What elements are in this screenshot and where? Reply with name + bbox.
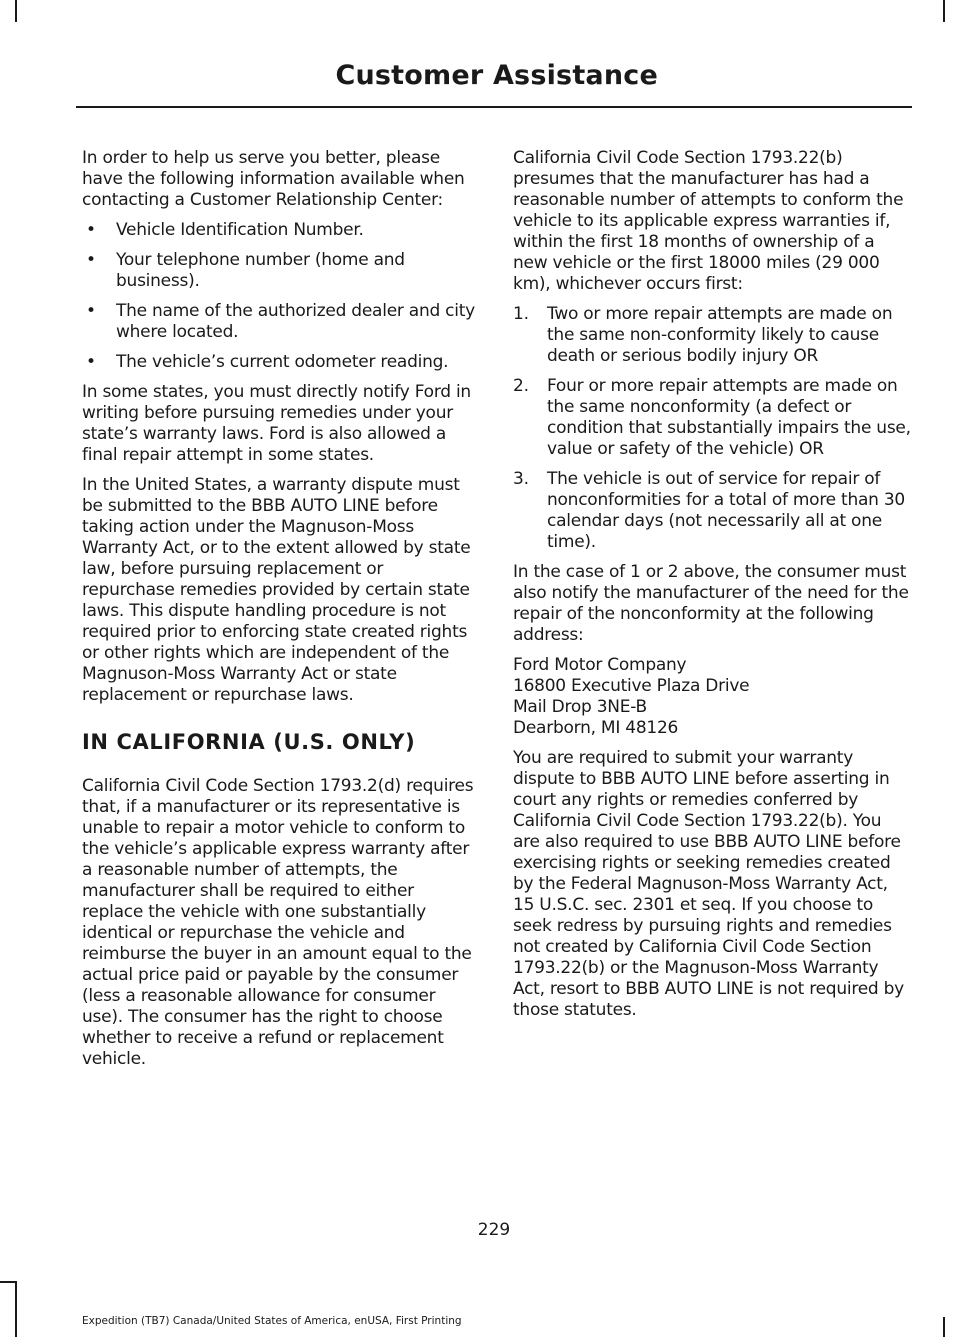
list-item xyxy=(513,469,911,553)
page-number: 229 xyxy=(477,1220,511,1240)
page-title: Customer Assistance xyxy=(335,60,658,91)
list-item-text: Your telephone number (home and business). xyxy=(116,250,405,291)
california-paragraph: California Civil Code Section 1793.2(d) requires that, if a manufacturer or its representative is unable to repair a motor vehicle to conform to the vehicle’s applicable express warranty after a reasonable number of attempts, the manufacturer shall be required to either replace the vehicle with one substantially identical or repurchase the vehicle and reimburse the buyer in an amount equal to the actual price paid or payable by the consumer (less a reasonable allowance for consumer use). The consumer has the right to choose whether to receive a refund or replacement vehicle. xyxy=(82,776,474,1069)
bullet-marker: • xyxy=(86,220,96,240)
list-item-text: Two or more repair attempts are made on the same non-conformity likely to cause death or serious bodily injury OR xyxy=(547,304,893,366)
address-line: Mail Drop 3NE-B xyxy=(513,697,647,717)
bullet-marker: • xyxy=(86,250,96,270)
crop-mark-bottom-left xyxy=(15,1281,17,1337)
list-item-text: The vehicle is out of service for repair of nonconformities for a total of more than 30 calendar days (not necessarily all at one time). xyxy=(547,469,905,552)
list-item xyxy=(82,352,480,373)
list-item-text: Four or more repair attempts are made on the same nonconformity (a defect or condition that substantially impairs the use, value or safety of the vehicle) OR xyxy=(547,376,911,459)
list-number: 1. xyxy=(513,304,529,324)
crop-mark-top-right xyxy=(943,0,945,22)
section-heading: IN CALIFORNIA (U.S. ONLY) xyxy=(82,730,416,754)
conditions-list xyxy=(513,304,911,553)
list-item xyxy=(82,250,480,292)
address-line: 16800 Executive Plaza Drive xyxy=(513,676,750,696)
crop-mark-top-left xyxy=(15,0,17,22)
mailing-address xyxy=(513,655,911,739)
crop-mark-bottom-left-h xyxy=(0,1281,17,1283)
bullet-marker: • xyxy=(86,352,96,372)
list-item xyxy=(513,304,911,367)
crop-mark-bottom-right xyxy=(943,1317,945,1337)
list-item xyxy=(82,301,480,343)
list-number: 3. xyxy=(513,469,529,489)
presumption-paragraph: California Civil Code Section 1793.22(b) presumes that the manufacturer has had a reasonable number of attempts to conform the vehicle to its applicable express warranties if, within the first 18 months of ownership of a new vehicle or the first 18000 miles (29 000 km), whichever occurs first: xyxy=(513,148,904,294)
list-item-text: The name of the authorized dealer and city where located. xyxy=(116,301,475,342)
list-number: 2. xyxy=(513,376,529,396)
header-divider xyxy=(76,106,912,108)
list-item-text: Vehicle Identification Number. xyxy=(116,220,364,240)
address-line: Ford Motor Company xyxy=(513,655,687,675)
address-line: Dearborn, MI 48126 xyxy=(513,718,679,738)
states-paragraph: In some states, you must directly notify Ford in writing before pursuing remedies under your state’s warranty laws. Ford is also allowed a final repair attempt in some states. xyxy=(82,382,471,465)
united-states-paragraph: In the United States, a warranty dispute must be submitted to the BBB AUTO LINE before taking action under the Magnuson-Moss Warranty Act, or to the extent allowed by state law, before pursuing replacement or repurchase remedies provided by certain state laws. This dispute handling procedure is not required prior to enforcing state created rights or other rights which are independent of the Magnuson-Moss Warranty Act or state replacement or repurchase laws. xyxy=(82,475,471,705)
info-list xyxy=(82,220,480,373)
notify-paragraph: In the case of 1 or 2 above, the consumer must also notify the manufacturer of the need for the repair of the nonconformity at the following address: xyxy=(513,562,909,645)
intro-paragraph: In order to help us serve you better, please have the following information available when contacting a Customer Relationship Center: xyxy=(82,148,465,210)
list-item-text: The vehicle’s current odometer reading. xyxy=(116,352,449,372)
bullet-marker: • xyxy=(86,301,96,321)
left-column xyxy=(82,148,480,1079)
list-item xyxy=(82,220,480,241)
list-item xyxy=(513,376,911,460)
requirement-paragraph: You are required to submit your warranty dispute to BBB AUTO LINE before asserting in court any rights or remedies conferred by California Civil Code Section 1793.22(b). You are also required to use BBB AUTO LINE before exercising rights or seeking remedies created by the Federal Magnuson-Moss Warranty Act, 15 U.S.C. sec. 2301 et seq. If you choose to seek redress by pursuing rights and remedies not created by California Civil Code Section 1793.22(b) or the Magnuson-Moss Warranty Act, resort to BBB AUTO LINE is not required by those statutes. xyxy=(513,748,904,1020)
right-column xyxy=(513,148,911,1030)
footer-text: Expedition (TB7) Canada/United States of America, enUSA, First Printing xyxy=(82,1315,462,1327)
